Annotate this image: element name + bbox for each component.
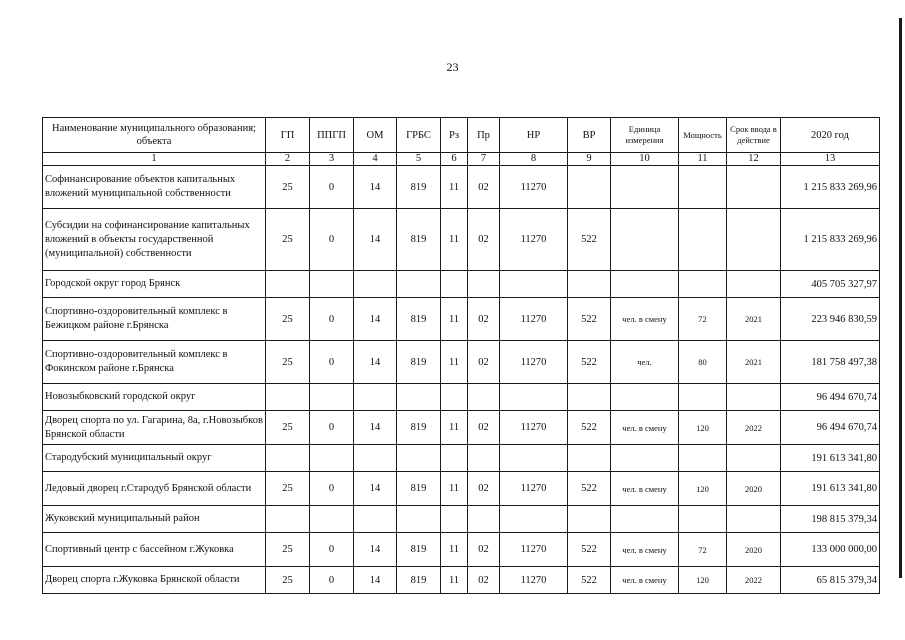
cell-term: 2020 xyxy=(727,533,781,567)
cell-nr: 11270 xyxy=(500,472,568,506)
table-row xyxy=(43,384,880,411)
cell-amount: 96 494 670,74 xyxy=(781,411,880,445)
header-amount: 2020 год xyxy=(781,118,880,153)
cell-unit xyxy=(611,166,679,209)
cell-gp: 25 xyxy=(266,411,310,445)
cell-grbs xyxy=(397,445,441,472)
cell-grbs xyxy=(397,271,441,298)
cell-unit xyxy=(611,445,679,472)
cell-grbs xyxy=(397,384,441,411)
header-row xyxy=(43,118,880,153)
header-pr: Пр xyxy=(468,118,500,153)
cell-term xyxy=(727,209,781,271)
header-unit: Единица измерения xyxy=(611,118,679,153)
cell-gp: 25 xyxy=(266,166,310,209)
table-row xyxy=(43,445,880,472)
cell-ppgp xyxy=(310,506,354,533)
cell-gp xyxy=(266,445,310,472)
table-row xyxy=(43,472,880,506)
cell-term xyxy=(727,166,781,209)
column-number: 8 xyxy=(500,153,568,166)
cell-grbs: 819 xyxy=(397,411,441,445)
column-number: 6 xyxy=(441,153,468,166)
cell-unit: чел. в смену xyxy=(611,472,679,506)
cell-term xyxy=(727,271,781,298)
page-number: 23 xyxy=(446,60,459,74)
column-number: 2 xyxy=(266,153,310,166)
cell-unit: чел. в смену xyxy=(611,567,679,594)
cell-grbs: 819 xyxy=(397,298,441,341)
cell-grbs: 819 xyxy=(397,166,441,209)
cell-rz: 11 xyxy=(441,472,468,506)
cell-unit: чел. xyxy=(611,341,679,384)
cell-vr xyxy=(568,445,611,472)
cell-power xyxy=(679,445,727,472)
cell-power: 72 xyxy=(679,533,727,567)
cell-nr xyxy=(500,384,568,411)
cell-amount: 1 215 833 269,96 xyxy=(781,209,880,271)
row-name: Субсидии на софинансирование капитальных вложений в объекты государственной (муниципальной) собственности xyxy=(43,209,266,271)
cell-amount: 65 815 379,34 xyxy=(781,567,880,594)
row-name: Спортивный центр с бассейном г.Жуковка xyxy=(43,533,266,567)
cell-unit xyxy=(611,506,679,533)
cell-om: 14 xyxy=(354,298,397,341)
cell-om xyxy=(354,384,397,411)
cell-rz: 11 xyxy=(441,533,468,567)
table-row xyxy=(43,341,880,384)
cell-vr: 522 xyxy=(568,298,611,341)
header-name: Наименование муниципального образования; объекта xyxy=(43,118,266,153)
cell-ppgp: 0 xyxy=(310,209,354,271)
table-row xyxy=(43,209,880,271)
cell-ppgp: 0 xyxy=(310,166,354,209)
cell-amount: 198 815 379,34 xyxy=(781,506,880,533)
cell-vr xyxy=(568,384,611,411)
cell-gp xyxy=(266,271,310,298)
cell-vr xyxy=(568,271,611,298)
cell-term: 2022 xyxy=(727,567,781,594)
cell-power: 120 xyxy=(679,567,727,594)
cell-rz: 11 xyxy=(441,209,468,271)
cell-pr xyxy=(468,445,500,472)
column-number-row xyxy=(43,153,880,166)
header-gp: ГП xyxy=(266,118,310,153)
cell-rz: 11 xyxy=(441,298,468,341)
cell-term xyxy=(727,384,781,411)
cell-unit: чел. в смену xyxy=(611,298,679,341)
cell-nr: 11270 xyxy=(500,209,568,271)
cell-amount: 181 758 497,38 xyxy=(781,341,880,384)
column-number: 10 xyxy=(611,153,679,166)
cell-rz xyxy=(441,445,468,472)
header-grbs: ГРБС xyxy=(397,118,441,153)
cell-pr: 02 xyxy=(468,411,500,445)
cell-pr xyxy=(468,506,500,533)
cell-amount: 405 705 327,97 xyxy=(781,271,880,298)
cell-pr: 02 xyxy=(468,472,500,506)
cell-ppgp: 0 xyxy=(310,533,354,567)
cell-power: 120 xyxy=(679,411,727,445)
cell-ppgp: 0 xyxy=(310,411,354,445)
header-ppgp: ППГП xyxy=(310,118,354,153)
header-om: ОМ xyxy=(354,118,397,153)
table-row xyxy=(43,411,880,445)
cell-term: 2022 xyxy=(727,411,781,445)
cell-unit: чел. в смену xyxy=(611,533,679,567)
table-row xyxy=(43,567,880,594)
column-number: 9 xyxy=(568,153,611,166)
cell-gp: 25 xyxy=(266,298,310,341)
cell-om: 14 xyxy=(354,341,397,384)
cell-term: 2021 xyxy=(727,341,781,384)
cell-om xyxy=(354,271,397,298)
cell-gp: 25 xyxy=(266,472,310,506)
table-row xyxy=(43,533,880,567)
cell-term: 2020 xyxy=(727,472,781,506)
cell-om: 14 xyxy=(354,533,397,567)
cell-pr xyxy=(468,271,500,298)
cell-nr xyxy=(500,506,568,533)
cell-vr: 522 xyxy=(568,533,611,567)
table-row xyxy=(43,298,880,341)
cell-rz xyxy=(441,271,468,298)
cell-amount: 191 613 341,80 xyxy=(781,472,880,506)
cell-pr: 02 xyxy=(468,341,500,384)
cell-grbs: 819 xyxy=(397,341,441,384)
cell-power xyxy=(679,506,727,533)
cell-ppgp xyxy=(310,445,354,472)
cell-grbs: 819 xyxy=(397,567,441,594)
cell-nr: 11270 xyxy=(500,567,568,594)
cell-term: 2021 xyxy=(727,298,781,341)
table-row xyxy=(43,166,880,209)
cell-vr: 522 xyxy=(568,567,611,594)
cell-vr: 522 xyxy=(568,411,611,445)
cell-nr: 11270 xyxy=(500,341,568,384)
cell-gp: 25 xyxy=(266,209,310,271)
header-vr: ВР xyxy=(568,118,611,153)
cell-unit: чел. в смену xyxy=(611,411,679,445)
cell-term xyxy=(727,506,781,533)
cell-rz xyxy=(441,506,468,533)
cell-gp xyxy=(266,384,310,411)
cell-rz xyxy=(441,384,468,411)
cell-grbs: 819 xyxy=(397,209,441,271)
cell-vr: 522 xyxy=(568,472,611,506)
cell-pr: 02 xyxy=(468,166,500,209)
row-name: Новозыбковский городской округ xyxy=(43,384,266,411)
cell-term xyxy=(727,445,781,472)
row-name: Дворец спорта по ул. Гагарина, 8а, г.Новозыбков Брянской области xyxy=(43,411,266,445)
cell-pr xyxy=(468,384,500,411)
cell-unit xyxy=(611,384,679,411)
investment-table xyxy=(42,117,880,594)
cell-amount: 191 613 341,80 xyxy=(781,445,880,472)
header-nr: НР xyxy=(500,118,568,153)
column-number: 11 xyxy=(679,153,727,166)
cell-nr: 11270 xyxy=(500,533,568,567)
header-rz: Рз xyxy=(441,118,468,153)
cell-power xyxy=(679,166,727,209)
cell-nr: 11270 xyxy=(500,298,568,341)
cell-power: 80 xyxy=(679,341,727,384)
cell-ppgp: 0 xyxy=(310,472,354,506)
row-name: Спортивно-оздоровительный комплекс в Фокинском районе г.Брянска xyxy=(43,341,266,384)
cell-om: 14 xyxy=(354,209,397,271)
cell-gp xyxy=(266,506,310,533)
row-name: Стародубский муниципальный округ xyxy=(43,445,266,472)
table-body xyxy=(43,166,880,594)
cell-om xyxy=(354,506,397,533)
cell-grbs: 819 xyxy=(397,472,441,506)
cell-gp: 25 xyxy=(266,567,310,594)
row-name: Софинансирование объектов капитальных вложений муниципальной собственности xyxy=(43,166,266,209)
cell-ppgp xyxy=(310,384,354,411)
cell-rz: 11 xyxy=(441,411,468,445)
cell-pr: 02 xyxy=(468,567,500,594)
cell-power: 120 xyxy=(679,472,727,506)
cell-power xyxy=(679,384,727,411)
header-term: Срок ввода в действие xyxy=(727,118,781,153)
cell-om: 14 xyxy=(354,411,397,445)
cell-vr xyxy=(568,506,611,533)
cell-rz: 11 xyxy=(441,567,468,594)
cell-pr: 02 xyxy=(468,533,500,567)
cell-om: 14 xyxy=(354,166,397,209)
row-name: Спортивно-оздоровительный комплекс в Бежицком районе г.Брянска xyxy=(43,298,266,341)
cell-grbs: 819 xyxy=(397,533,441,567)
cell-vr xyxy=(568,166,611,209)
cell-grbs xyxy=(397,506,441,533)
cell-unit xyxy=(611,271,679,298)
cell-pr: 02 xyxy=(468,298,500,341)
column-number: 3 xyxy=(310,153,354,166)
cell-vr: 522 xyxy=(568,209,611,271)
column-number: 4 xyxy=(354,153,397,166)
cell-nr xyxy=(500,445,568,472)
cell-rz: 11 xyxy=(441,341,468,384)
cell-power: 72 xyxy=(679,298,727,341)
cell-amount: 96 494 670,74 xyxy=(781,384,880,411)
cell-nr: 11270 xyxy=(500,166,568,209)
cell-rz: 11 xyxy=(441,166,468,209)
cell-ppgp xyxy=(310,271,354,298)
cell-ppgp: 0 xyxy=(310,567,354,594)
cell-pr: 02 xyxy=(468,209,500,271)
cell-om: 14 xyxy=(354,472,397,506)
cell-amount: 1 215 833 269,96 xyxy=(781,166,880,209)
cell-ppgp: 0 xyxy=(310,298,354,341)
cell-om xyxy=(354,445,397,472)
cell-gp: 25 xyxy=(266,341,310,384)
column-number: 1 xyxy=(43,153,266,166)
cell-power xyxy=(679,209,727,271)
cell-power xyxy=(679,271,727,298)
column-number: 12 xyxy=(727,153,781,166)
column-number: 13 xyxy=(781,153,880,166)
cell-vr: 522 xyxy=(568,341,611,384)
cell-om: 14 xyxy=(354,567,397,594)
cell-ppgp: 0 xyxy=(310,341,354,384)
row-name: Ледовый дворец г.Стародуб Брянской области xyxy=(43,472,266,506)
cell-nr xyxy=(500,271,568,298)
column-number: 7 xyxy=(468,153,500,166)
cell-amount: 133 000 000,00 xyxy=(781,533,880,567)
table-row xyxy=(43,506,880,533)
table-row xyxy=(43,271,880,298)
row-name: Жуковский муниципальный район xyxy=(43,506,266,533)
cell-gp: 25 xyxy=(266,533,310,567)
row-name: Дворец спорта г.Жуковка Брянской области xyxy=(43,567,266,594)
row-name: Городской округ город Брянск xyxy=(43,271,266,298)
cell-unit xyxy=(611,209,679,271)
cell-nr: 11270 xyxy=(500,411,568,445)
header-power: Мощность xyxy=(679,118,727,153)
cell-amount: 223 946 830,59 xyxy=(781,298,880,341)
scan-edge-mark xyxy=(899,18,902,578)
column-number: 5 xyxy=(397,153,441,166)
